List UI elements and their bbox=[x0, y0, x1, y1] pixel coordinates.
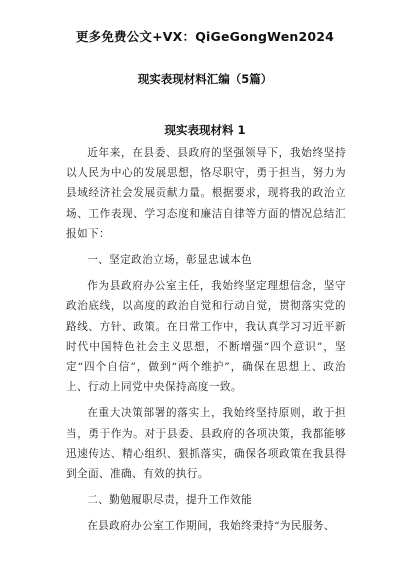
section-title: 现实表现材料 1 bbox=[164, 123, 246, 137]
document-body bbox=[66, 143, 346, 537]
paragraph-intro: 近年来，在县委、县政府的坚强领导下，我始终坚持以人民为中心的发展思想，恪尽职守，勇于担当，努力为县域经济社会发展贡献力量。根据要求，现将我的政治立场、工作表现、学习态度和廉洁自律等方面的情况总结汇报如下： bbox=[66, 147, 346, 240]
document-title: 现实表现材料汇编（5篇） bbox=[137, 72, 273, 86]
paragraph-decision-implementation: 在重大决策部署的落实上，我始终坚持原则，敢于担当，勇于作为。对于县委、县政府的各项决策，我都能够迅速传达、精心组织、狠抓落实，确保各项政策在我县得到全面、准确、有效的执行。 bbox=[66, 407, 346, 481]
heading-2: 二、勤勉履职尽责，提升工作效能 bbox=[87, 494, 253, 507]
promo-header: 更多免费公文+VX：QiGeGongWen2024 bbox=[75, 29, 335, 44]
paragraph-office-work: 在县政府办公室工作期间，我始终秉持“为民服务、 bbox=[87, 520, 335, 533]
heading-1: 一、坚定政治立场，彰显忠诚本色 bbox=[87, 254, 253, 267]
paragraph-political-stance: 作为县政府办公室主任，我始终坚定理想信念，坚守政治底线，以高度的政治自觉和行动自觉，贯彻落实党的路线、方针、政策。在日常工作中，我认真学习习近平新时代中国特色社会主义思想，不断增强“四个意识”，坚定“四个自信”，做到“两个维护”，确保在思想上、政治上、行动上同党中央保持高度一致。 bbox=[66, 280, 346, 394]
